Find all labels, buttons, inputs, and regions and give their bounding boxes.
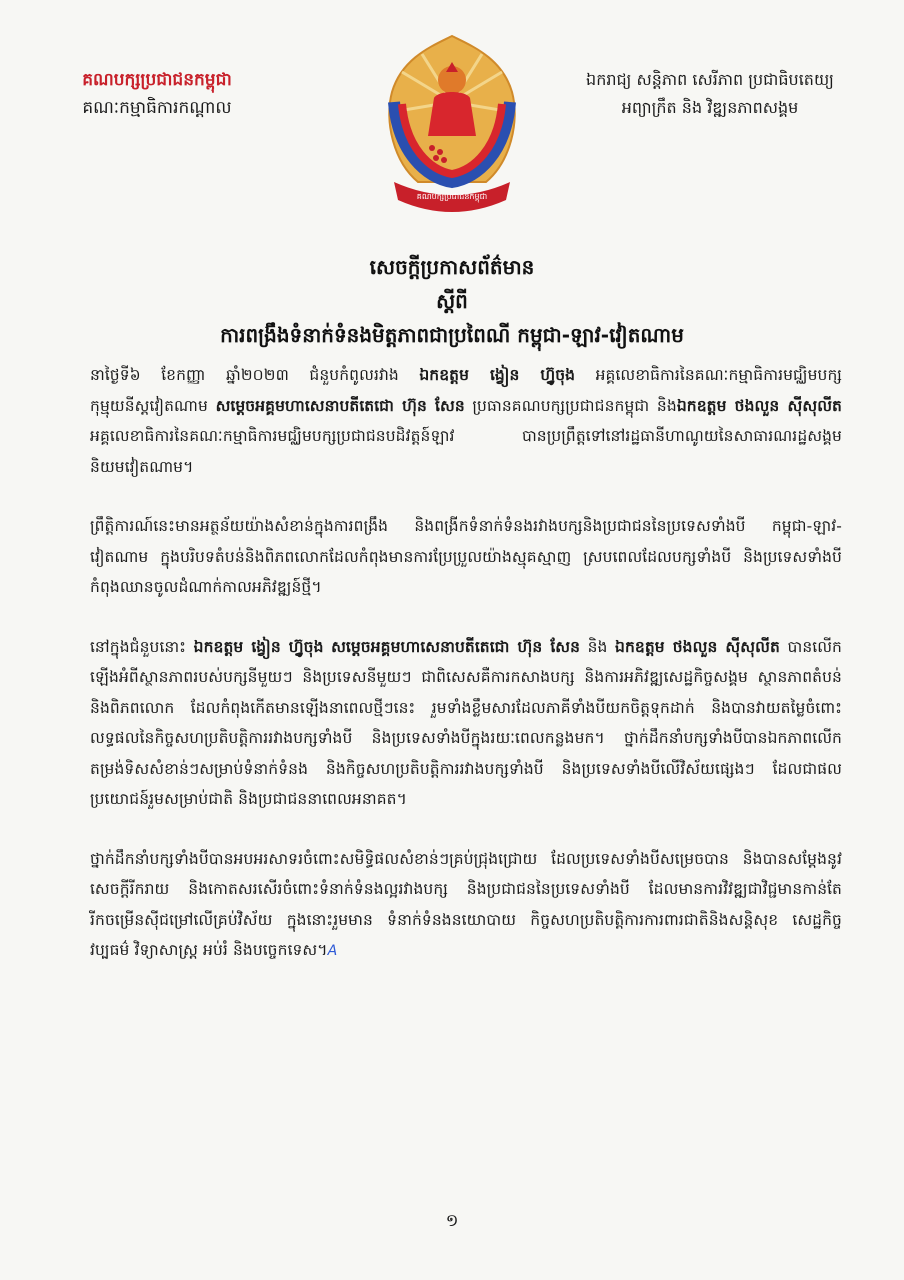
text-run (324, 638, 332, 656)
header-right (560, 66, 860, 122)
party-logo (372, 32, 532, 212)
bold-name-run: ឯកឧត្តម ង្វៀន ហ្វ៊ូចុង (193, 637, 324, 656)
text-run: ថ្នាក់ដឹកនាំបក្សទាំងបីបានអបអរសាទរចំពោះសមិទ្ធិផលសំខាន់ៗគ្រប់ជ្រុងជ្រោយ ដែលប្រទេសទាំងបីសម្រេចបាន និងបានសម្តែងនូវសេចក្តីរីករាយ និងកោតសរសើរចំពោះទំនាក់ទំនងល្អរវាងបក្ស និងប្រជាជននៃប្រទេសទាំងបី ដែលមានការវិវឌ្ឍជាវិជ្ជមានកាន់តែរីកចម្រើនស៊ីជម្រៅលើគ្រប់វិស័យ ក្នុងនោះរួមមាន ទំនាក់ទំនងនយោបាយ កិច្ចសហប្រតិបត្តិការការពារជាតិនិងសន្តិសុខ សេដ្ឋកិច្ច វប្បធម៌ វិទ្យាសាស្ត្រ អប់រំ និងបច្ចេកទេស។ (90, 849, 842, 959)
bold-name-run: ឯកឧត្តម ង្វៀន ហ្វ៊ូចុង (419, 366, 576, 384)
title-subject: ការពង្រឹងទំនាក់ទំនងមិត្តភាពជាប្រពៃណី កម្ពុជា-ឡាវ-វៀតណាម (220, 323, 684, 347)
text-run: ប្រធានគណបក្សប្រជាជនកម្ពុជា និង (464, 396, 677, 415)
text-run: អគ្គលេខាធិការនៃគណៈកម្មាធិការមជ្ឈិមបក្សកុម្មុយនីស្តវៀតណាម (90, 366, 843, 415)
logo-banner-text: គណបក្សប្រជាជនកម្ពុជា (416, 192, 488, 201)
page-number: ១ (445, 1211, 459, 1231)
motto-line-1: ឯករាជ្យ សន្តិភាព សេរីភាព ប្រជាធិបតេយ្យ (586, 70, 834, 89)
paragraph-text (90, 850, 842, 960)
text-run: និង (580, 637, 616, 656)
motto-line-2: អព្យាក្រឹត និង វិឌ្ឍនភាពសង្គម (621, 98, 799, 117)
paragraph (90, 511, 842, 603)
text-run: បានលើកឡើងអំពីស្ថានភាពរបស់បក្សនីមួយៗ និងប្រទេសនីមួយៗ ជាពិសេសគឺការកសាងបក្ស និងការអភិវឌ្ឍសេដ្ឋកិច្ចសង្គម ស្ថានភាពតំបន់និងពិភពលោក ដែលកំពុងកើតមានឡើងនាពេលថ្មីៗនេះ រួមទាំងខ្លឹមសារដែលភាគីទាំងបីយកចិត្តទុកដាក់ និងបានវាយតម្លៃចំពោះលទ្ធផលនៃកិច្ចសហប្រតិបត្តិការរវាងបក្សទាំងបី និងប្រទេសទាំងបីក្នុងរយៈពេលកន្លងមក។ ថ្នាក់ដឹកនាំបក្សទាំងបីបានឯកភាពលើកតម្រង់ទិសសំខាន់ៗសម្រាប់ទំនាក់ទំនង និងកិច្ចសហប្រតិបត្តិការរវាងបក្សទាំងបី និងប្រទេសទាំងបីលើវិស័យផ្សេងៗ ដែលជាផលប្រយោជន៍រួមសម្រាប់ជាតិ និងប្រជាជននាពេលអនាគត។ (90, 637, 843, 808)
bold-name-run: ឯកឧត្តម ថងលួន ស៊ីសុលីត (676, 396, 842, 415)
paragraph (90, 360, 842, 482)
title-about: ស្តីពី (436, 289, 468, 313)
paragraph (90, 844, 842, 967)
party-name: គណបក្សប្រជាជនកម្ពុជា (82, 70, 232, 90)
document-titles (60, 250, 844, 352)
document-body (90, 360, 842, 996)
bold-name-run: ឯកឧត្តម ថងលួន ស៊ីសុលីត (615, 637, 780, 656)
paragraph (90, 632, 842, 815)
title-press-release: សេចក្តីប្រកាសព័ត៌មាន (369, 255, 535, 279)
bold-name-run: សម្តេចអគ្គមហាសេនាបតីតេជោ ហ៊ុន សែន (331, 637, 581, 656)
committee-name: គណៈកម្មាធិការកណ្តាល (82, 98, 232, 118)
text-run: អគ្គលេខាធិការនៃគណៈកម្មាធិការមជ្ឈិមបក្សប្រជាជនបដិវត្តន៍ឡាវ បានប្រព្រឹត្តទៅនៅរដ្ឋធានីហាណូយនៃសាធារណរដ្ឋសង្គមនិយមវៀតណាម។ (90, 427, 842, 476)
handwritten-mark: A (327, 943, 338, 959)
bold-name-run: សម្តេចអគ្គមហាសេនាបតីតេជោ ហ៊ុន សែន (215, 396, 465, 415)
text-run: នៅក្នុងជំនួបនោះ (90, 637, 194, 656)
text-run: ព្រឹត្តិការណ៍នេះមានអត្ថន័យយ៉ាងសំខាន់ក្នុងការពង្រឹង និងពង្រីកទំនាក់ទំនងរវាងបក្សនិងប្រជាជននៃប្រទេសទាំងបី កម្ពុជា-ឡាវ-វៀតណាម ក្នុងបរិបទតំបន់និងពិភពលោកដែលកំពុងមានការប្រែប្រួលយ៉ាងស្មុគស្មាញ ស្របពេលដែលបក្សទាំងបី និងប្រទេសទាំងបីកំពុងឈានចូលដំណាក់កាលអភិវឌ្ឍន៍ថ្មី។ (90, 517, 842, 596)
text-run: នាថ្ងៃទី៦ ខែកញ្ញា ឆ្នាំ២០២៣ ជំនួបកំពូលរវាង (90, 366, 420, 384)
header-left (52, 66, 262, 122)
